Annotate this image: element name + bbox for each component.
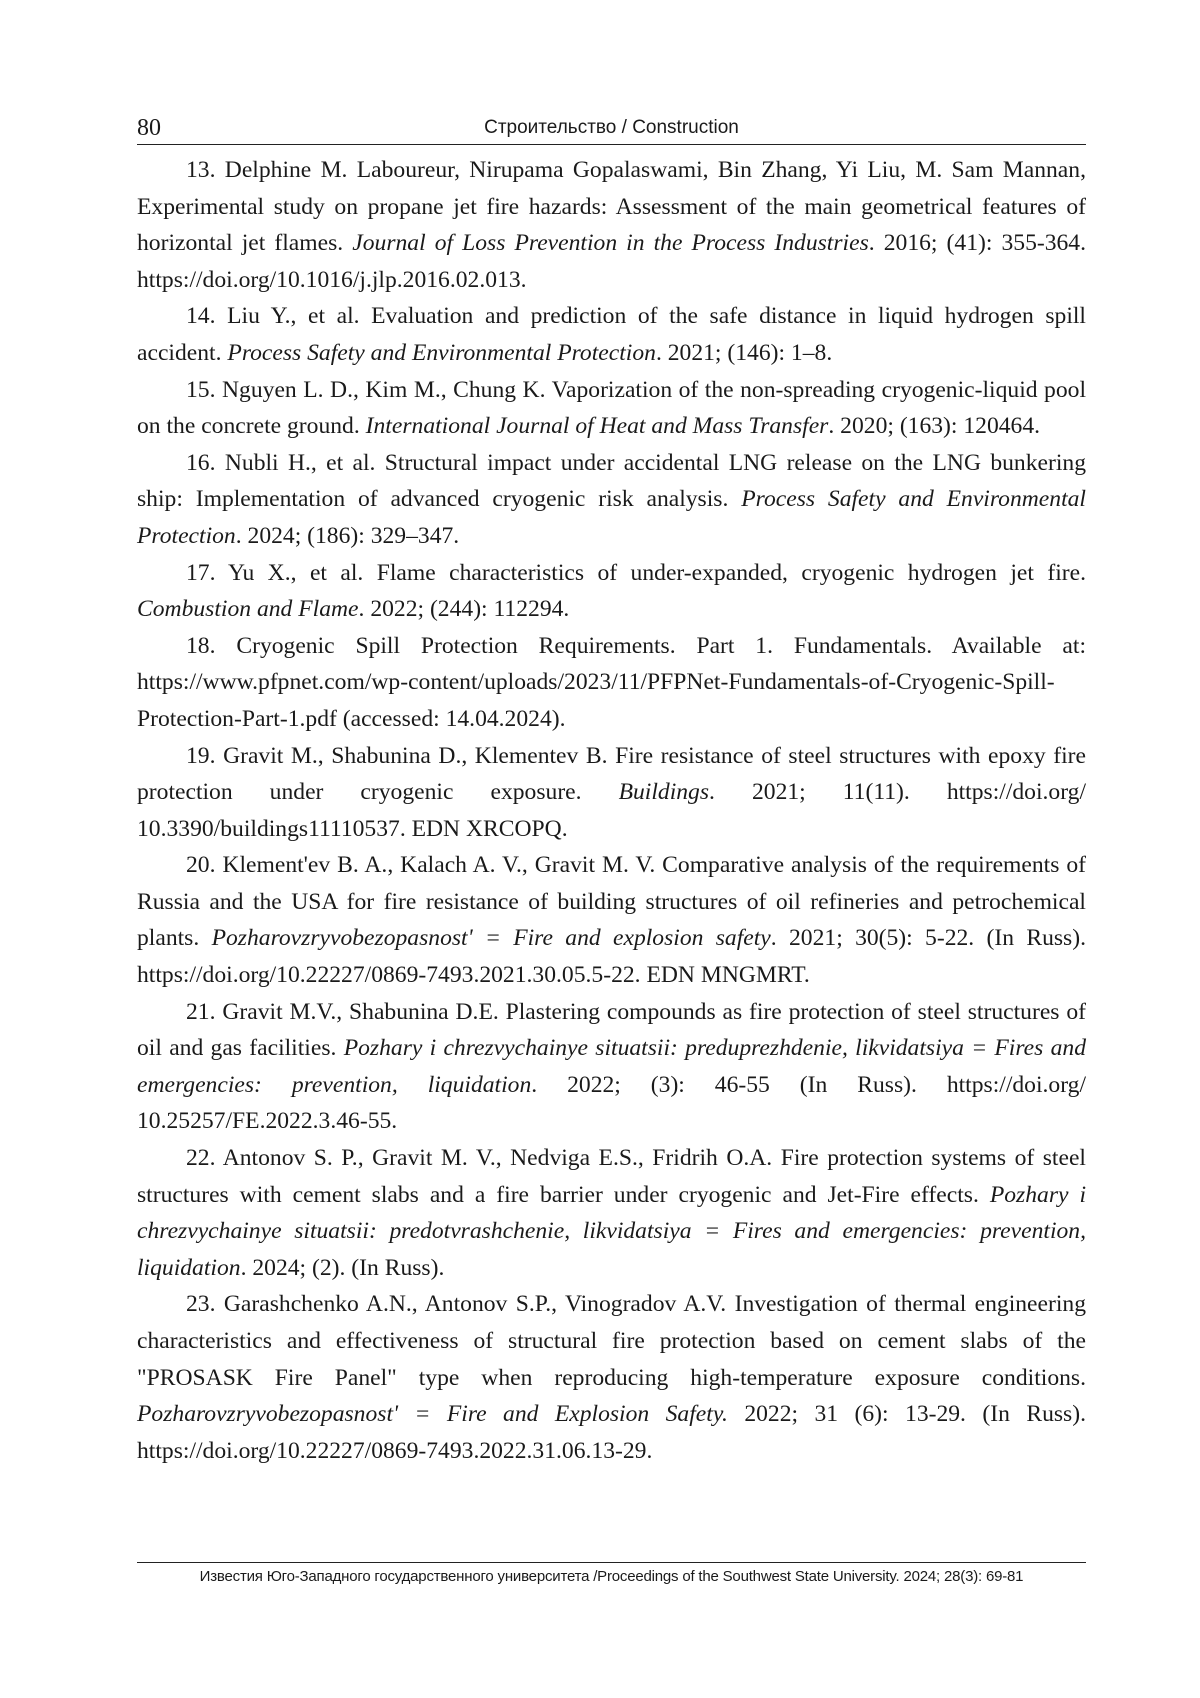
reference-number: 15. <box>186 376 216 403</box>
reference-item <box>137 152 1086 298</box>
reference-journal: Process Safety and Environmental Protection <box>137 486 1086 549</box>
reference-details: . 2021; 30(5): 5-22. (In Russ). https://doi.org/10.22227/0869-7493.2021.30.05.5-22. EDN MNGMRT. <box>137 925 1086 989</box>
running-footer: Известия Юго-Западного государственного университета /Proceedings of the Southwest State University. 2024; 28(3): 69-81 <box>199 1568 1024 1585</box>
reference-text: Gravit M., Shabunina D., Klementev B. Fire resistance of steel structures with epoxy fire protection under cryogenic exposure. <box>137 742 1086 806</box>
running-header: Строительство / Construction <box>484 117 739 138</box>
reference-text: Liu Y., et al. Evaluation and prediction of the safe distance in liquid hydrogen spill accident. <box>137 303 1086 366</box>
reference-item <box>137 372 1086 445</box>
reference-journal: Pozhary i chrezvychainye situatsii: preduprezhdenie, likvidatsiya = Fires and emergencies: prevention, liquidation <box>137 1035 1086 1098</box>
reference-number: 16. <box>186 449 216 476</box>
reference-item <box>137 555 1086 628</box>
reference-journal: International Journal of Heat and Mass Transfer <box>365 413 829 440</box>
reference-number: 23. <box>186 1291 216 1318</box>
reference-text: Delphine M. Laboureur, Nirupama Gopalaswami, Bin Zhang, Yi Liu, M. Sam Mannan, Experimental study on propane jet fire hazards: Assessment of the main geometrical features of horizontal jet flames. <box>137 157 1086 257</box>
reference-number: 21. <box>186 998 216 1025</box>
page-number: 80 <box>137 115 161 141</box>
reference-text: Nguyen L. D., Kim M., Chung K. Vaporization of the non-spreading cryogenic-liquid pool on the concrete ground. <box>137 376 1086 440</box>
reference-number: 13. <box>186 157 216 183</box>
reference-item <box>137 847 1086 993</box>
reference-details: . 2024; (2). (In Russ). <box>240 1254 445 1281</box>
reference-journal: Pozhary i chrezvychainye situatsii: predotvrashchenie, likvidatsiya = Fires and emergencies: prevention, liquidation <box>137 1181 1086 1281</box>
reference-number: 14. <box>186 303 216 330</box>
reference-text: Garashchenko A.N., Antonov S.P., Vinogradov A.V. Investigation of thermal engineering characteristics and effectiveness of structural fire protection based on cement slabs of the "PROSASK Fire Panel" type when reproducing high-temperature exposure conditions. <box>137 1291 1086 1391</box>
reference-details: . 2021; (146): 1–8. <box>655 339 833 366</box>
reference-details: . 2024; (186): 329–347. <box>235 522 460 549</box>
footer-divider <box>137 1562 1086 1563</box>
header-divider <box>137 144 1086 145</box>
reference-text: Klement'ev B. A., Kalach A. V., Gravit M. V. Comparative analysis of the requirements of Russia and the USA for fire resistance of building structures of oil refineries and petrochemical plants. <box>137 852 1086 952</box>
reference-journal: Combustion and Flame <box>137 596 359 623</box>
reference-number: 17. <box>186 559 216 586</box>
reference-details: 2022; 31 (6): 13-29. (In Russ). https://doi.org/10.22227/0869-7493.2022.31.06.13-29. <box>137 1401 1086 1464</box>
reference-journal: Journal of Loss Prevention in the Process Industries <box>352 230 869 257</box>
reference-number: 19. <box>186 742 216 769</box>
reference-number: 18. <box>186 632 216 659</box>
reference-item <box>137 1286 1086 1469</box>
reference-item <box>137 1140 1086 1286</box>
reference-text: Gravit M.V., Shabunina D.E. Plastering compounds as fire protection of steel structures of oil and gas facilities. <box>137 998 1086 1062</box>
reference-list <box>137 152 1086 1469</box>
reference-item <box>137 628 1086 738</box>
reference-details: . 2016; (41): 355-364. https://doi.org/10.1016/j.jlp.2016.02.013. <box>137 230 1087 293</box>
reference-text: Yu X., et al. Flame characteristics of under-expanded, cryogenic hydrogen jet fire. <box>228 559 1086 586</box>
reference-item <box>137 298 1086 371</box>
reference-text: Nubli H., et al. Structural impact under accidental LNG release on the LNG bunkering ship: Implementation of advanced cryogenic risk analysis. <box>137 449 1086 513</box>
reference-journal: Buildings <box>618 779 710 806</box>
reference-journal: Process Safety and Environmental Protection <box>227 339 656 366</box>
reference-details: . 2021; 11(11). https://doi.org/ 10.3390/buildings11110537. EDN XRCOPQ. <box>137 779 1087 842</box>
reference-text: Antonov S. P., Gravit M. V., Nedviga E.S., Fridrih O.A. Fire protection systems of steel structures with cement slabs and a fire barrier under cryogenic and Jet-Fire effects. <box>137 1145 1086 1208</box>
reference-number: 20. <box>186 852 216 879</box>
reference-details: . 2020; (163): 120464. <box>828 413 1041 440</box>
reference-details: . 2022; (244): 112294. <box>358 596 570 623</box>
reference-text: Cryogenic Spill Protection Requirements. Part 1. Fundamentals. Available at: https://www.pfpnet.com/wp-content/uploads/2023/11/PFPNet-Fundamentals-of-Cryogenic-Spill-Protection-Part-1.pdf (accessed: 14.04.2024). <box>137 632 1087 732</box>
reference-item <box>137 738 1086 848</box>
reference-item <box>137 994 1086 1140</box>
reference-details: . 2022; (3): 46-55 (In Russ). https://doi.org/ 10.25257/FE.2022.3.46-55. <box>137 1071 1087 1135</box>
reference-item <box>137 445 1086 555</box>
reference-journal: Pozharovzryvobezopasnost' = Fire and explosion safety <box>211 925 771 952</box>
reference-journal: Pozharovzryvobezopasnost' = Fire and Explosion Safety. <box>137 1401 728 1428</box>
reference-number: 22. <box>186 1145 216 1172</box>
